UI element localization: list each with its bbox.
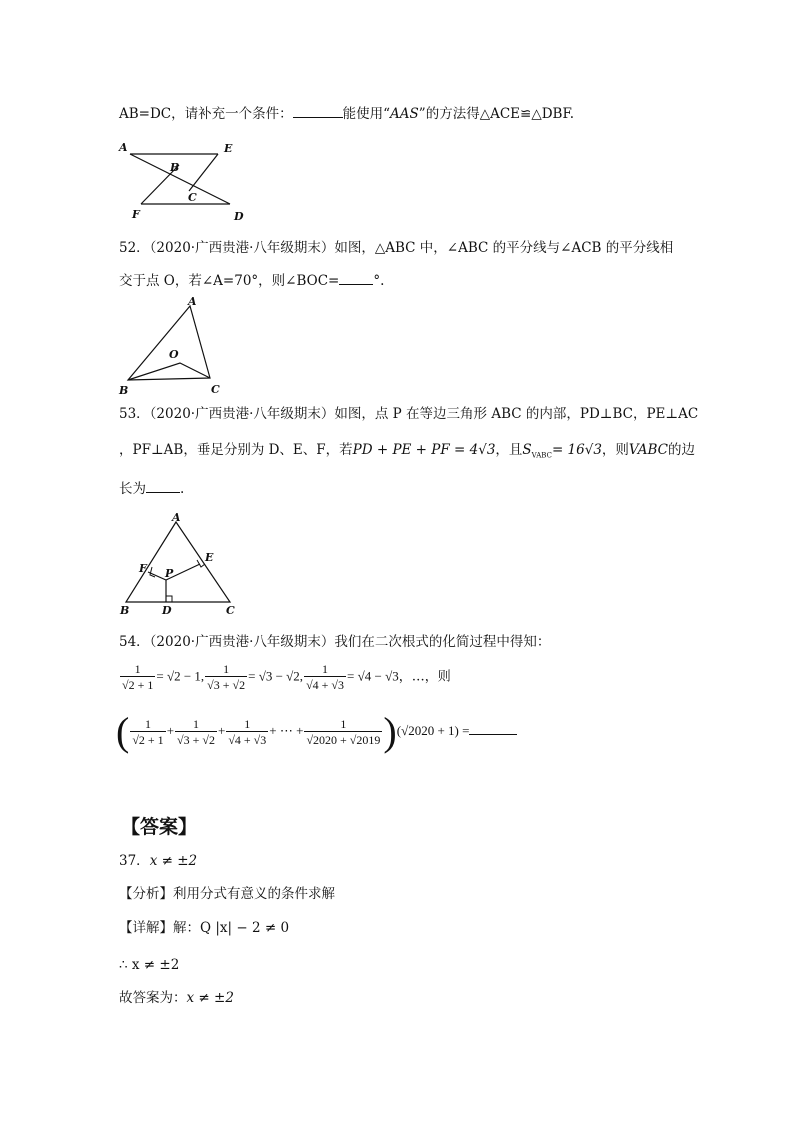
frac-numerator: 1 [134, 662, 141, 676]
frac-denominator: √2 + 1 [132, 732, 164, 747]
detail-text: 解：Q |x| − 2 ≠ 0 [173, 920, 290, 936]
detail-label: 【详解】 [119, 920, 173, 936]
fig53-label-f: F [139, 562, 147, 575]
q54-sum-frac-2 [175, 717, 217, 748]
q54-text-1: 54．（2020·广西贵港·八年级期末）我们在二次根式的化简过程中得知： [119, 634, 551, 650]
fig53-label-c: C [226, 604, 235, 616]
fig52-label-c: C [211, 383, 220, 396]
q52-text-2 [119, 270, 384, 291]
fig53-label-e: E [205, 551, 214, 564]
q53-text-post3: . [180, 481, 185, 497]
q53-area-sub: VABC [531, 451, 552, 460]
q54-expression: ( $\frac{1}{√2 + 1}$ + $\frac{1}{√3 + √2}$ + $\frac{1}{√4 + √3}$ + ⋯ + $\frac{1}{√2020 + √2019}$ )(√2020 + 1) = [116, 712, 517, 752]
fig51-label-a: A [119, 141, 128, 154]
q52-text-pre: 交于点 O，若∠A=70°，则∠BOC= [119, 273, 340, 289]
q53-text-3 [119, 478, 184, 499]
therefore-line: ∴ x ≠ ±2 [119, 957, 180, 973]
q54-frac-3 [304, 662, 346, 693]
q53-blank [146, 478, 180, 493]
q54-frac-2 [205, 662, 247, 693]
fig53-label-p: P [165, 567, 174, 580]
answer-value: x ≠ ±2 [149, 853, 198, 869]
fig52-label-a: A [188, 295, 197, 308]
final-answer-line [119, 988, 234, 1008]
fig53-label-b: B [120, 604, 130, 616]
q54-sum-frac-1 [130, 717, 165, 748]
q51-text-mid: 能使用“ [342, 106, 391, 122]
analysis-label: 【分析】 [119, 886, 173, 902]
q54-multiplier: (√2020 + 1) = [396, 722, 470, 738]
q54-frac-1 [120, 662, 155, 693]
q53-area-value: = 16√3 [551, 442, 602, 458]
q53-triangle: VABC [628, 442, 669, 458]
fig51-label-d: D [234, 210, 244, 223]
q53-text-pre3: 长为 [119, 481, 146, 497]
frac-numerator: 1 [244, 716, 251, 731]
analysis-text: 利用分式有意义的条件求解 [173, 886, 335, 902]
q51-text [119, 103, 574, 124]
q51-blank [293, 103, 343, 118]
q54-result-3: = √4 − √3 [347, 668, 399, 684]
q53-text-pre: ，PF⊥AB，垂足分别为 D、E、F，若 [119, 442, 353, 458]
frac-numerator: 1 [145, 716, 151, 731]
fig52-label-o: O [169, 348, 179, 361]
analysis-line [119, 884, 335, 904]
left-paren: ( [116, 709, 130, 754]
frac-denominator: √2020 + √2019 [306, 732, 381, 747]
detail-line [119, 918, 289, 938]
q53-expr: PD + PE + PF = 4√3 [352, 442, 496, 458]
fig51-label-b: B [170, 161, 180, 174]
q54-result-1: = √2 − 1, [156, 668, 205, 684]
q54-blank [469, 720, 517, 735]
q51-text-post: ”的方法得△ACE≌△DBF. [418, 106, 575, 122]
q54-sum-frac-3 [226, 717, 268, 748]
frac-numerator: 1 [223, 662, 230, 676]
answer-37 [119, 851, 197, 871]
frac-denominator: √4 + √3 [228, 732, 267, 747]
q54-dots: + ⋯ + [269, 722, 304, 738]
q53-text-1: 53．（2020·广西贵港·八年级期末）如图，点 P 在等边三角形 ABC 的内部，PD⊥BC，PE⊥AC [119, 406, 699, 422]
q53-text-post: 的边 [668, 442, 696, 458]
final-answer-label: 故答案为： [119, 990, 187, 1006]
q52-text-post: °. [373, 273, 385, 289]
q54-sum-frac-4 [304, 717, 382, 748]
q52-text-1: 52．（2020·广西贵港·八年级期末）如图，△ABC 中，∠ABC 的平分线与∠ACB 的平分线相 [119, 240, 674, 256]
q53-area-symbol: S [522, 442, 532, 458]
q54-result-2: = √3 − √2, [248, 668, 304, 684]
q51-figure [114, 138, 254, 226]
frac-denominator: √3 + √2 [177, 732, 215, 747]
frac-numerator: 1 [193, 716, 199, 731]
frac-denominator: √4 + √3 [306, 678, 345, 692]
q54-tail: ，…，则 [398, 669, 451, 685]
fig51-label-c: C [188, 191, 197, 204]
q52-figure [114, 294, 229, 397]
answer-heading: 【答案】 [121, 816, 198, 838]
fig51-label-f: F [132, 208, 140, 221]
fig52-label-b: B [119, 384, 129, 397]
q53-figure [114, 510, 244, 616]
q53-text-then: ，则 [601, 442, 629, 458]
frac-denominator: √3 + √2 [207, 678, 246, 692]
fig53-label-d: D [162, 604, 172, 616]
frac-denominator: √2 + 1 [122, 678, 154, 692]
frac-numerator: 1 [340, 716, 347, 731]
q53-text-mid: ，且 [495, 442, 523, 458]
answer-number: 37． [119, 853, 150, 869]
frac-numerator: 1 [322, 662, 329, 676]
q51-text-pre: AB=DC，请补充一个条件： [119, 106, 293, 122]
fig53-label-a: A [172, 511, 181, 524]
q54-examples [119, 662, 451, 693]
fig51-label-e: E [224, 142, 233, 155]
q52-blank [339, 270, 373, 285]
right-paren: ) [383, 709, 397, 754]
q51-aas: AAS [390, 106, 419, 122]
q53-text-2 [119, 440, 695, 466]
final-answer-value: x ≠ ±2 [186, 990, 234, 1006]
